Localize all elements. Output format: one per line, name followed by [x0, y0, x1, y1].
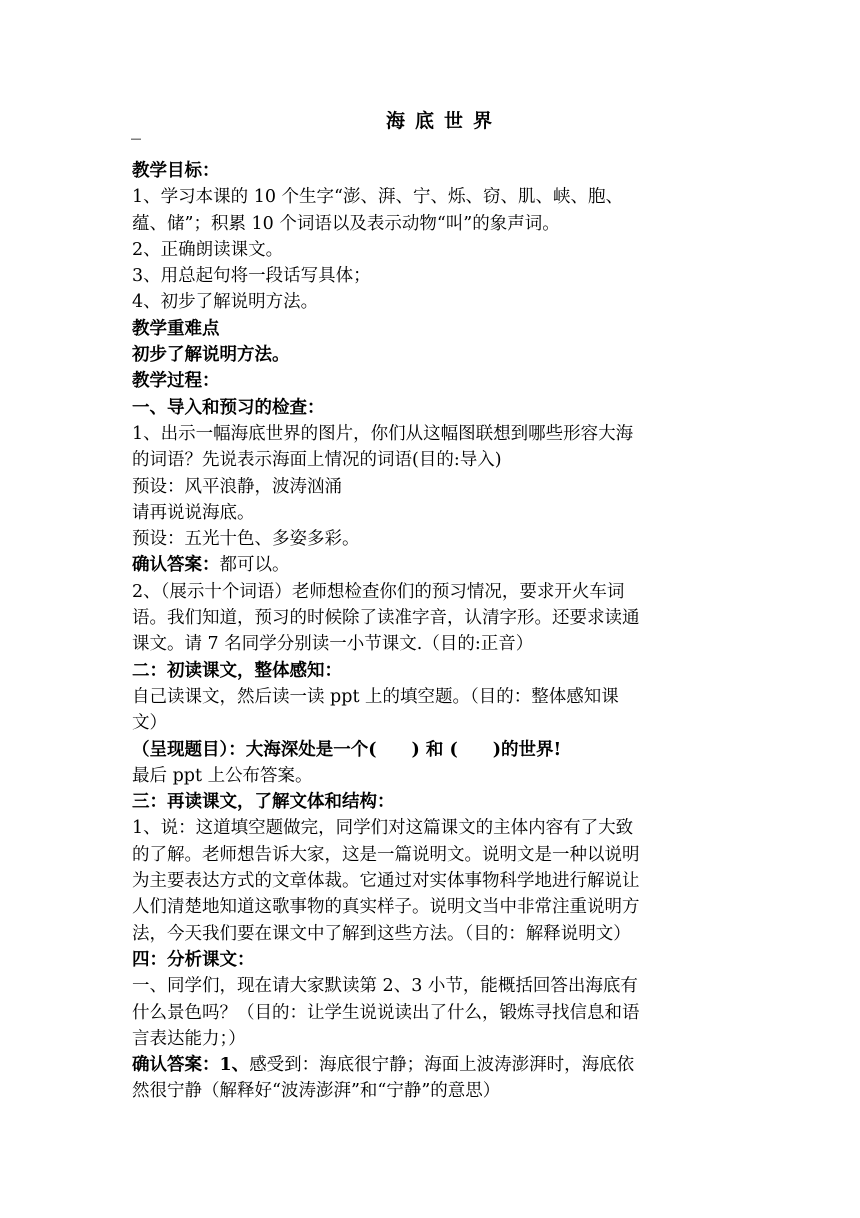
preset-2: 预设：五光十色、多姿多彩。: [132, 529, 360, 550]
section-3-para-line-3: 为主要表达方式的文章体裁。它通过对实体事物科学地进行解说让: [132, 871, 640, 892]
heading-key-points: 教学重难点: [132, 318, 220, 339]
section-1-para-1-line-2: 的词语？先说表示海面上情况的词语(目的:导入): [132, 450, 502, 471]
section-4-para-line-2: 什么景色吗？（目的：让学生说说读出了什么，锻炼寻找信息和语: [132, 1002, 640, 1023]
section-3-para-line-1: 1、说：这道填空题做完，同学们对这篇课文的主体内容有了大致: [132, 818, 634, 839]
section-2-para-line-2: 文）: [132, 713, 167, 734]
section-3-para-line-2: 的了解。老师想告诉大家，这是一篇说明文。说明文是一种以说明: [132, 844, 640, 865]
goal-2: 2、正确朗读课文。: [132, 239, 284, 260]
confirm-answer-label: 确认答案：: [132, 555, 220, 576]
section-1-para-2-line-2: 语。我们知道，预习的时候除了读准字音，认清字形。还要求读通: [132, 608, 640, 629]
section-1-para-1-line-1: 1、出示一幅海底世界的图片，你们从这幅图联想到哪些形容大海: [132, 423, 634, 444]
heading-teaching-process: 教学过程：: [132, 371, 220, 392]
goal-3: 3、用总起句将一段话写具体；: [132, 266, 371, 287]
key-point-text: 初步了解说明方法。: [132, 345, 290, 366]
prompt-seabed: 请再说说海底。: [132, 502, 255, 523]
confirm-answer-2-label: 确认答案：1、: [132, 1055, 250, 1076]
section-2-para-line-1: 自己读课文，然后读一读 ppt 上的填空题。（目的：整体感知课: [132, 686, 619, 707]
section-4-para-line-1: 一、同学们，现在请大家默读第 2、3 小节，能概括回答出海底有: [132, 976, 638, 997]
document-body: [132, 158, 732, 1105]
section-3-heading: 三：再读课文，了解文体和结构：: [132, 792, 395, 813]
heading-teaching-goals: 教学目标：: [132, 161, 220, 181]
section-1-para-2-line-1: 2、（展示十个词语）老师想检查你们的预习情况，要求开火车词: [132, 581, 625, 602]
confirm-answer-2: [132, 1052, 732, 1078]
preset-1: 预设：风平浪静，波涛汹涌: [132, 476, 342, 497]
confirm-answer-text: 都可以。: [219, 555, 290, 576]
section-4-heading: 四：分析课文：: [132, 949, 255, 970]
document-title: 海底世界: [386, 110, 503, 132]
section-1-para-2-line-3: 课文。请 7 名同学分别读一小节课文.（目的:正音）: [132, 634, 534, 655]
section-3-para-line-4: 人们清楚地知道这歌事物的真实样子。说明文当中非常注重说明方: [132, 897, 640, 918]
publish-answer: 最后 ppt 上公布答案。: [132, 765, 313, 786]
goal-1-line-2: 蕴、储”；积累 10 个词语以及表示动物“叫”的象声词。: [132, 213, 560, 234]
fill-blank-question: （呈现题目）：大海深处是一个( ) 和 ( )的世界!: [132, 739, 562, 760]
section-4-para-line-3: 言表达能力；）: [132, 1028, 246, 1049]
goal-1-line-1: 1、学习本课的 10 个生字“澎、湃、宁、烁、窃、肌、峡、胞、: [132, 187, 623, 208]
section-2-heading: 二：初读课文，整体感知：: [132, 660, 342, 681]
header-dash: _: [131, 116, 141, 140]
confirm-answer-2-line-2: 然很宁静（解释好“波涛澎湃”和“宁静”的意思）: [132, 1081, 501, 1102]
section-1-heading: 一、导入和预习的检查：: [132, 397, 325, 418]
goal-4: 4、初步了解说明方法。: [132, 292, 319, 313]
confirm-answer-1: [132, 552, 732, 578]
section-3-para-line-5: 法，今天我们要在课文中了解到这些方法。（目的：解释说明文）: [132, 923, 631, 944]
confirm-answer-2-text: 感受到：海底很宁静；海面上波涛澎湃时，海底依: [249, 1055, 635, 1076]
